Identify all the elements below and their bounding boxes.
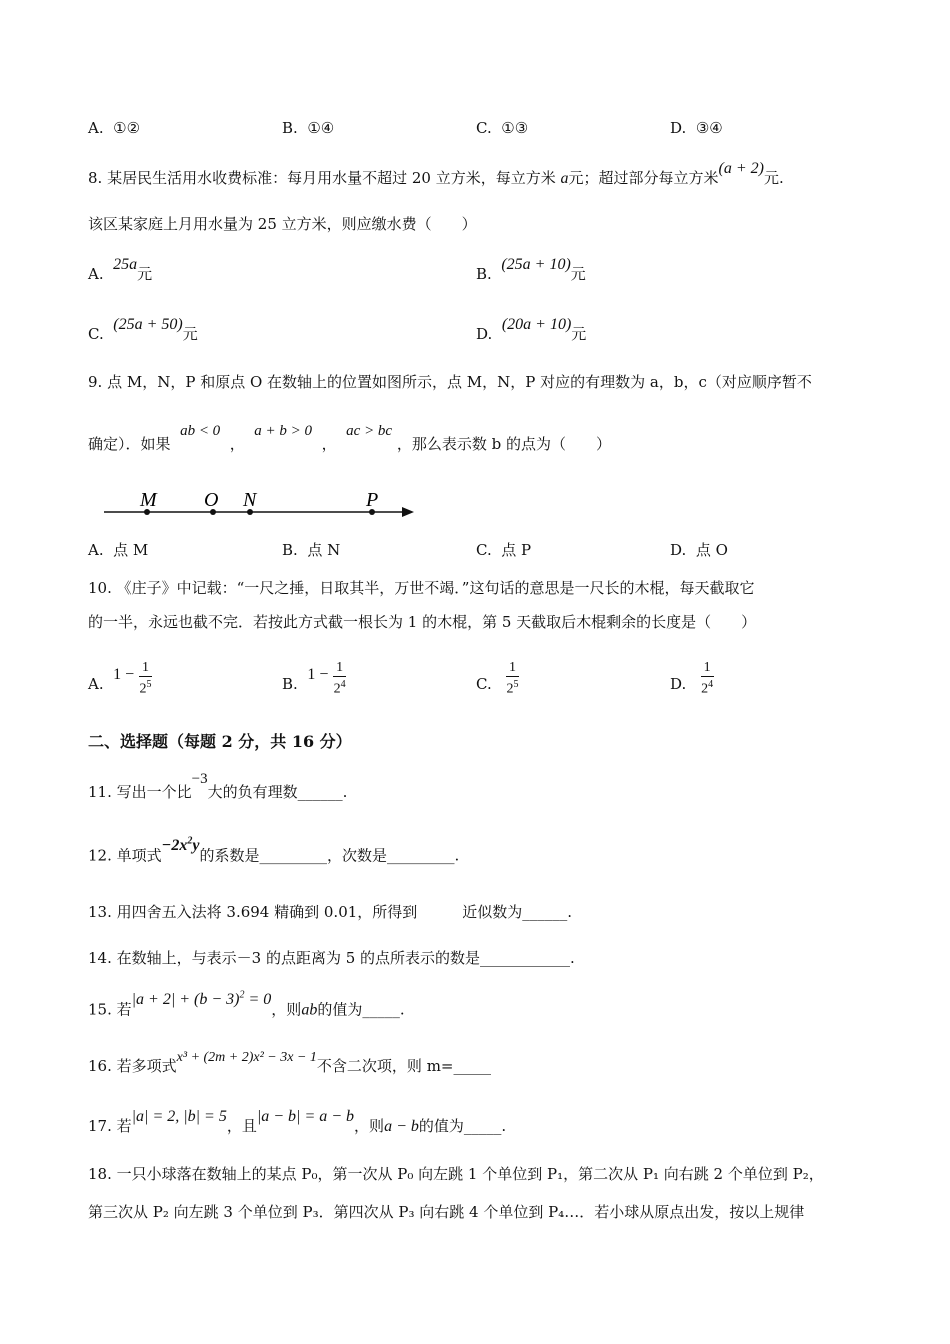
label-n: N — [243, 489, 257, 511]
label-m: M — [140, 489, 157, 511]
q13: 13. 用四舍五入法将 3.694 精确到 0.01，所得到 近似数为______. — [88, 903, 573, 921]
q8-option-b: B. (25a + 10)元 — [476, 256, 586, 283]
label-p: P — [366, 489, 379, 511]
label-o: O — [204, 489, 219, 511]
section-2-title: 二、选择题（每题 2 分，共 16 分） — [88, 732, 352, 751]
q9-option-c: C. 点 P — [476, 541, 532, 559]
q10-option-b: B. 1 − $\frac{1}{2^4}$ — [282, 660, 346, 697]
number-line-arrow — [402, 507, 414, 517]
q7-option-d: D. ③④ — [670, 119, 723, 137]
q14: 14. 在数轴上，与表示－3 的点距离为 5 的点所表示的数是____________. — [88, 949, 575, 967]
q12: 12. 单项式$-2x^2y$的系数是_________，次数是_________. — [88, 836, 460, 865]
q8-option-d: D. (20a + 10)元 — [476, 316, 587, 343]
q9-option-b: B. 点 N — [282, 541, 341, 559]
q16: 16. 若多项式x³ + (2m + 2)x² − 3x − 1不含二次项，则 m=_____ — [88, 1050, 491, 1075]
q18-stem-2: 第三次从 P₂ 向左跳 3 个单位到 P₃．第四次从 P₃ 向右跳 4 个单位到 P₄…．若小球从原点出发，按以上规律 — [88, 1203, 805, 1221]
q17: 17. 若|a| = 2, |b| = 5，且|a − b| = a − b，则a − b的值为_____. — [88, 1108, 507, 1135]
q7-option-b: B. ①④ — [282, 119, 335, 137]
q8-option-c: C. (25a + 50)元 — [88, 316, 198, 343]
q9-stem-2: 确定）．如果 ab < 0 ， a + b > 0 ， ac > bc ，那么表示数 b 的点为（ ） — [88, 423, 612, 453]
q9-option-d: D. 点 O — [670, 541, 728, 559]
q8-stem-2: 该区某家庭上月用水量为 25 立方米，则应缴水费（ ） — [88, 215, 477, 233]
q7-option-a: A. ①② — [88, 119, 141, 137]
q10-option-a: A. 1 − $\frac{1}{2^5}$ — [88, 660, 152, 697]
q10-stem-2: 的一半，永远也截不完．若按此方式截一根长为 1 的木棍，第 5 天截取后木棍剩余的长度是（ ） — [88, 613, 757, 631]
q11: 11. 写出一个比−3大的负有理数______. — [88, 771, 348, 801]
q9-option-a: A. 点 M — [88, 541, 149, 559]
q10-stem: 10. 《庄子》中记载：“一尺之捶，日取其半，万世不竭．”这句话的意思是一尺长的木棍，每天截取它 — [88, 579, 755, 597]
number-line-figure — [100, 484, 420, 524]
q8-stem: 8. 某居民生活用水收费标准：每月用水量不超过 20 立方米，每立方米 a元；超过部分每立方米(a + 2)元. — [88, 160, 784, 187]
q18-stem: 18. 一只小球落在数轴上的某点 P₀，第一次从 P₀ 向左跳 1 个单位到 P₁，第二次从 P₁ 向右跳 2 个单位到 P₂， — [88, 1165, 824, 1183]
q10-option-c: C. $\frac{1}{2^5}$ — [476, 660, 519, 697]
q9-stem: 9. 点 M，N，P 和原点 O 在数轴上的位置如图所示，点 M，N，P 对应的有理数为 a，b，c（对应顺序暂不 — [88, 373, 812, 391]
q8-option-a: A. 25a元 — [88, 256, 153, 283]
q7-option-c: C. ①③ — [476, 119, 529, 137]
q15: 15. 若$|a + 2| + (b - 3)^2 = 0$，则ab的值为_____. — [88, 990, 405, 1019]
q10-option-d: D. $\frac{1}{2^4}$ — [670, 660, 714, 697]
